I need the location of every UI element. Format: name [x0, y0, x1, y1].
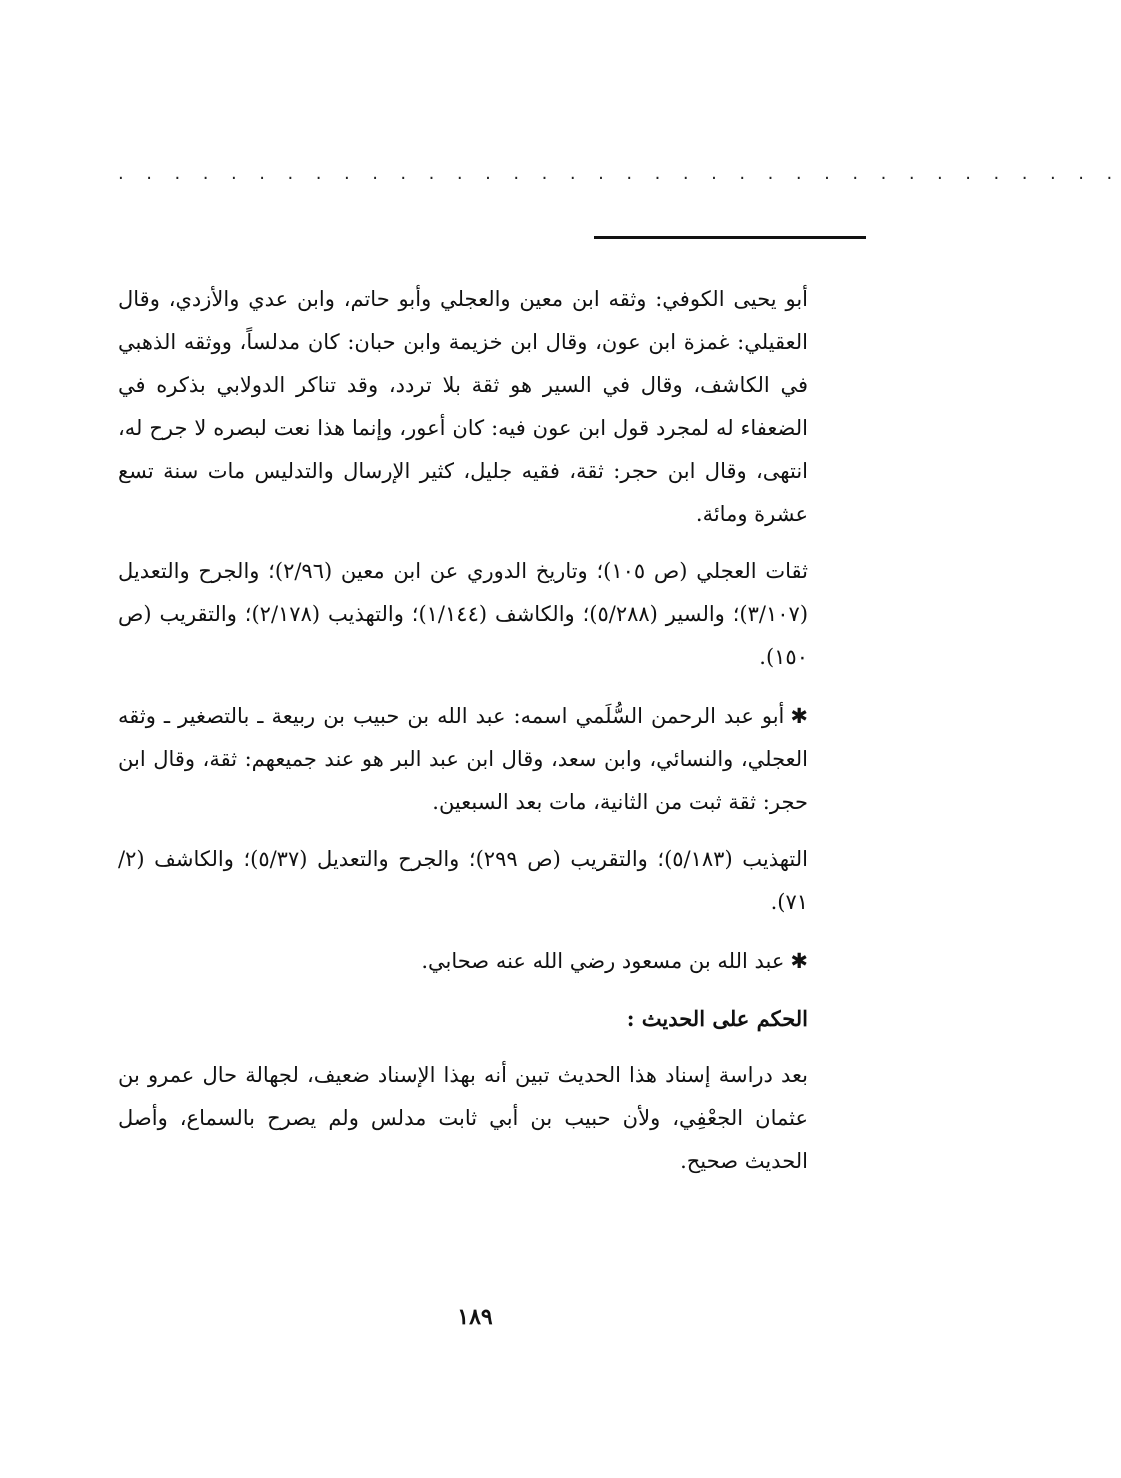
page-number: ١٨٩ — [457, 1304, 493, 1330]
section-heading: الحكم على الحديث : — [626, 1006, 808, 1031]
companion-entry-text: عبد الله بن مسعود رضي الله عنه صحابي. — [421, 949, 785, 973]
narrator-entry-text: أبو عبد الرحمن السُّلَمي اسمه: عبد الله بن حبيب بن ربيعة ـ بالتصغير ـ وثقه العجلي، والنسائي، وابن سعد، وقال ابن عبد البر هو عند جميعهم: ثقة، وقال ابن حجر: ثقة ثبت من الثانية، مات بعد السبعين. — [118, 704, 808, 814]
dotted-separator: · · · · · · · · · · · · · · · · · · · · · · · · · · · · · · · · · · · · — [118, 168, 1121, 189]
footnote-rule — [594, 236, 866, 239]
page-content — [118, 278, 808, 1197]
narrator-entry-paragraph — [118, 695, 808, 824]
sources-paragraph-1: ثقات العجلي (ص ١٠٥)؛ وتاريخ الدوري عن ابن معين (٢/٩٦)؛ والجرح والتعديل (٣/١٠٧)؛ والسير (٥/٢٨٨)؛ والكاشف (١/١٤٤)؛ والتهذيب (٢/١٧٨)؛ والتقريب (ص ١٥٠). — [118, 559, 809, 669]
companion-entry-paragraph — [118, 940, 808, 983]
sources-paragraph-2: التهذيب (٥/١٨٣)؛ والتقريب (ص ٢٩٩)؛ والجرح والتعديل (٥/٣٧)؛ والكاشف (٢/ ٧١). — [118, 847, 808, 914]
verdict-paragraph: بعد دراسة إسناد هذا الحديث تبين أنه بهذا الإسناد ضعيف، لجهالة حال عمرو بن عثمان الجعْفِي، ولأن حبيب بن أبي ثابت مدلس ولم يصرح بالسماع، وأصل الحديث صحيح. — [118, 1063, 808, 1173]
bullet-star-icon: ✱ — [790, 704, 808, 728]
narrator-biography-paragraph: أبو يحيى الكوفي: وثقه ابن معين والعجلي وأبو حاتم، وابن عدي والأزدي، وقال العقيلي: غمزة ابن عون، وقال ابن خزيمة وابن حبان: كان مدلساً، ووثقه الذهبي في الكاشف، وقال في السير هو ثقة بلا تردد، وقد تناكر الدولابي بذكره في الضعفاء له لمجرد قول ابن عون فيه: كان أعور، وإنما هذا نعت لبصره لا جرح له، انتهى، وقال ابن حجر: ثقة، فقيه جليل، كثير الإرسال والتدليس مات سنة تسع عشرة ومائة. — [118, 287, 808, 526]
bullet-star-icon: ✱ — [790, 949, 808, 973]
